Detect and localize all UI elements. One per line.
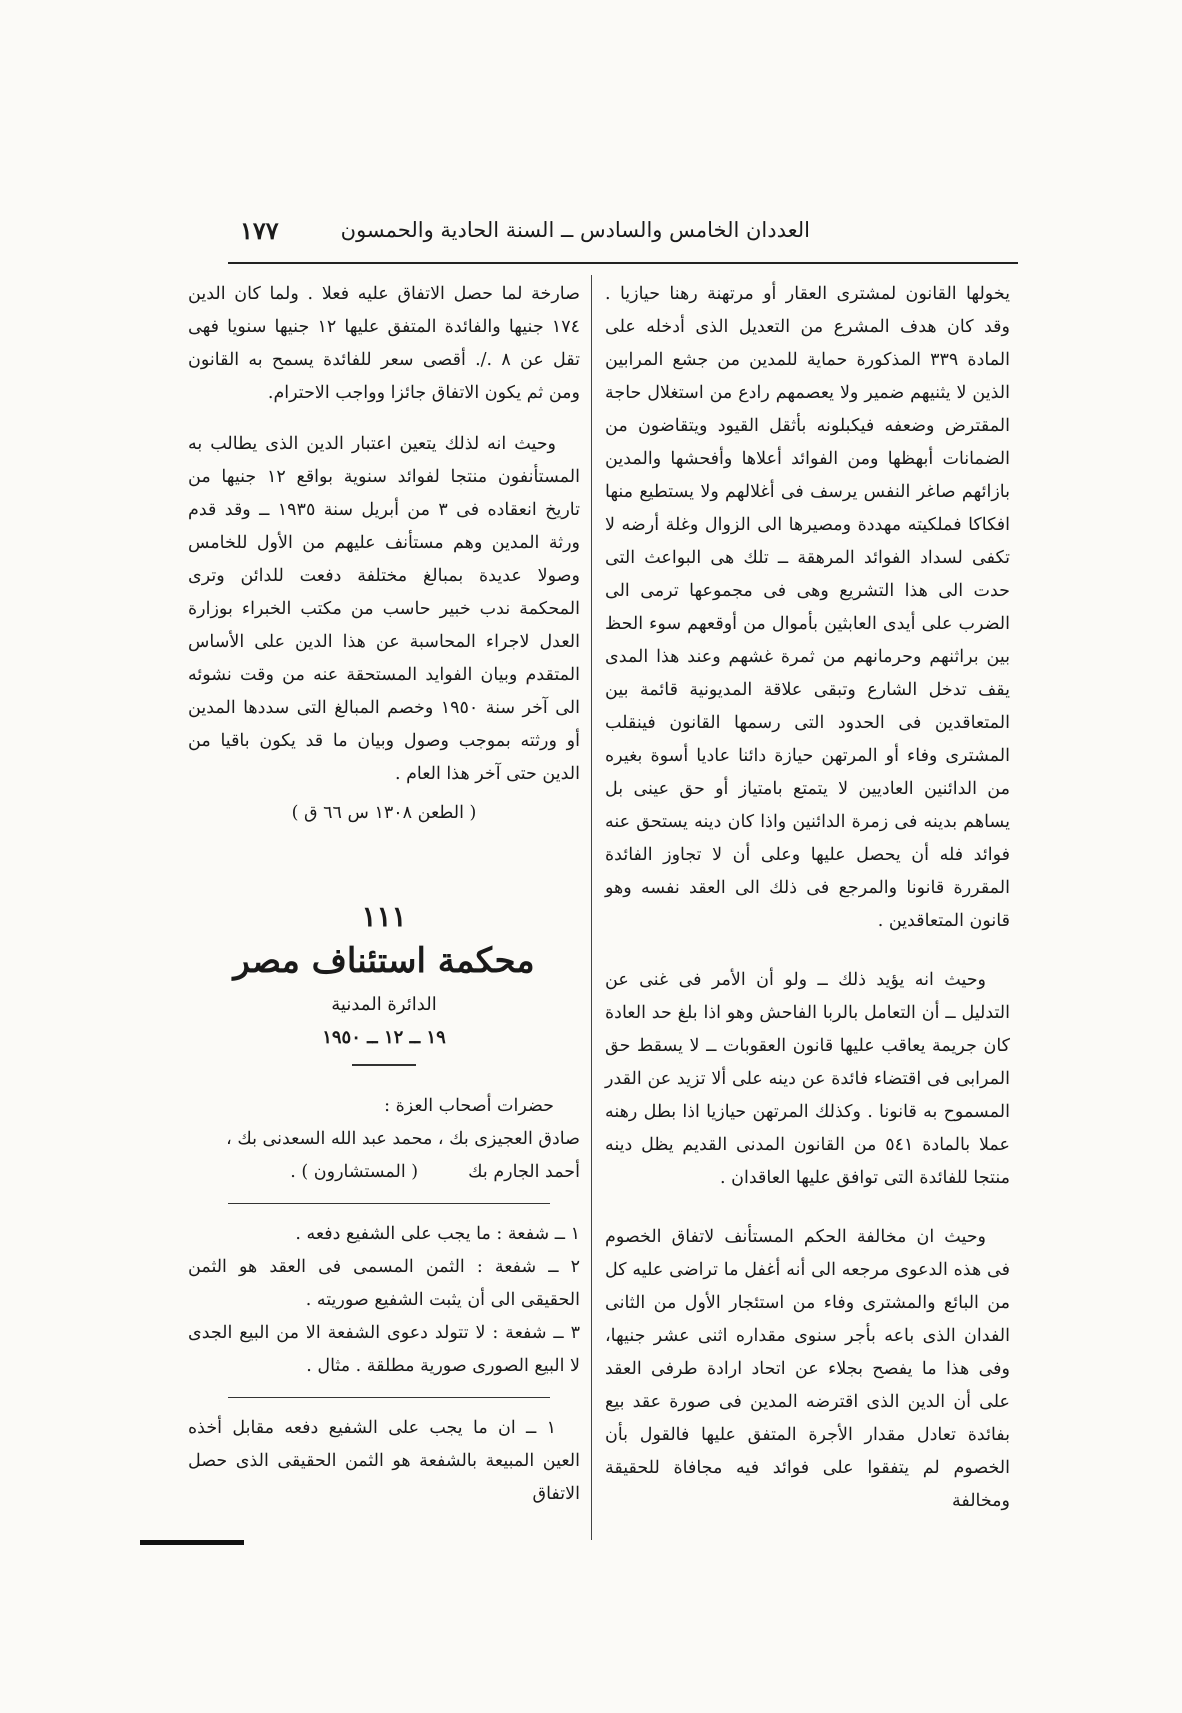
headnotes-rule-top: [228, 1203, 550, 1204]
judges-line-2: أحمد الجارم بك ( المستشارون ) .: [290, 1162, 580, 1182]
right-paragraph-3: وحيث ان مخالفة الحكم المستأنف لاتفاق الخصوم فى هذه الدعوى مرجعه الى أنه أغفل ما تراضى عليه كل من البائع والمشترى وفاء من استئجار الأول من الثانى الفدان الذى باعه بأجر سنوى مقداره اثنى عشر جنيها، وفى هذا ما يفصح بجلاء عن اتحاد ارادة طرفى العقد على أن الدين الذى اقترضه المدين فى صورة عقد بيع بفائدة تعادل مقدار الأجرة المتفق عليها فالقول بأن الخصوم لم يتفقوا على فوائد فيه مجافاة للحقيقة ومخالفة: [605, 1227, 1010, 1511]
headnote-2: ٢ ــ شفعة : الثمن المسمى فى العقد هو الثمن الحقيقى الى أن يثبت الشفيع صوريته .: [188, 1257, 580, 1310]
right-column: [605, 278, 1010, 1518]
headnotes: [188, 1218, 580, 1383]
chamber-name: الدائرة المدنية: [331, 994, 437, 1015]
judges-intro: حضرات أصحاب العزة :: [384, 1096, 554, 1116]
header-rule: [228, 262, 1018, 264]
case-citation: ( الطعن ١٣٠٨ س ٦٦ ق ): [291, 803, 477, 823]
left-column: [188, 278, 580, 1511]
court-name: محكمة استئناف مصر: [233, 941, 535, 981]
judges-line-1: صادق العجيزى بك ، محمد عبد الله السعدنى بك ،: [226, 1129, 580, 1149]
judgment-date: ١٩ ــ ١٢ ــ ١٩٥٠: [322, 1027, 446, 1048]
left-paragraph-2: وحيث انه لذلك يتعين اعتبار الدين الذى يطالب به المستأنفون منتجا لفوائد سنوية بواقع ١٢ جنيها من تاريخ انعقاده فى ٣ من أبريل سنة ١٩٣٥ ــ وقد قدم ورثة المدين وهم مستأنف عليهم من الأول للخامس وصولا عديدة بمبالغ مختلفة دفعت للدائن وترى المحكمة ندب خبير حاسب من مكتب الخبراء بوزارة العدل لاجراء المحاسبة عن هذا الدين على الأساس المتقدم وبيان الفوايد المستحقة عنه من وقت نشوئه الى آخر سنة ١٩٥٠ وخصم المبالغ التى سددها المدين أو ورثته بموجب وصول وبيان ما قد يكون باقيا من الدين حتى آخر هذا العام .: [188, 434, 580, 784]
headnotes-rule-bottom: [228, 1397, 550, 1398]
bottom-rule: [140, 1540, 244, 1545]
date-rule: [352, 1064, 416, 1066]
running-title: العددان الخامس والسادس ــ السنة الحادية والحمسون: [340, 218, 810, 242]
judges-block: [188, 1090, 580, 1189]
page-number: ١٧٧: [240, 215, 279, 245]
headnote-1: ١ ــ شفعة : ما يجب على الشفيع دفعه .: [295, 1224, 580, 1244]
column-divider: [591, 275, 592, 1540]
principle-paragraph: ١ ــ ان ما يجب على الشفيع دفعه مقابل أخذه العين المبيعة بالشفعة هو الثمن الحقيقى الذى حصل الاتفاق: [188, 1418, 580, 1504]
right-paragraph-2: وحيث انه يؤيد ذلك ــ ولو أن الأمر فى غنى عن التدليل ــ أن التعامل بالربا الفاحش وهو اذا بلغ حد العادة كان جريمة يعاقب عليها قانون العقوبات ــ لا يسقط حق المرابى فى اقتضاء فائدة عن دينه على ألا تزيد عن القدر المسموح به قانونا . وكذلك المرتهن حيازيا اذا بطل رهنه عملا بالمادة ٥٤١ من القانون المدنى القديم يظل دينه منتجا للفائدة التى توافق عليها العاقدان .: [605, 970, 1010, 1188]
left-paragraph-1: صارخة لما حصل الاتفاق عليه فعلا . ولما كان الدين ١٧٤ جنيها والفائدة المتفق عليها ١٢ جنيها سنويا فهى تقل عن ٨ ./. أقصى سعر للفائدة يسمح به القانون ومن ثم يكون الاتفاق جائزا وواجب الاحترام.: [188, 284, 580, 403]
page-header: [240, 210, 810, 250]
case-number: ١١١: [361, 900, 407, 933]
headnote-3: ٣ ــ شفعة : لا تتولد دعوى الشفعة الا من البيع الجدى لا البيع الصورى صورية مطلقة . مثال .: [188, 1323, 580, 1376]
right-paragraph-1: يخولها القانون لمشترى العقار أو مرتهنة رهنا حيازيا . وقد كان هدف المشرع من التعديل الذى أدخله على المادة ٣٣٩ المذكورة حماية للمدين من جشع المرابين الذين لا يثنيهم ضمير ولا يعصمهم رادع من استغلال حاجة المقترض وضعفه فيكبلونه بأثقل القيود ويتقاضون من الضمانات أبهظها ومن الفوائد أعلاها وأفحشها والمدين بازائهم صاغر النفس يرسف فى أغلالهم ولا يستطيع منها افكاكا فملكيته مهددة ومصيرها الى الزوال وغلة أرضه لا تكفى لسداد الفوائد المرهقة ــ تلك هى البواعث التى حدت الى هذا التشريع وهى فى مجموعها ترمى الى الضرب على أيدى العابثين بأموال من أوقعهم سوء الحظ بين براثنهم وحرمانهم من ثمرة غشهم وعند هذا المدى يقف تدخل الشارع وتبقى علاقة المديونية قائمة بين المتعاقدين فى الحدود التى رسمها القانون فينقلب المشترى وفاء أو المرتهن حيازة دائنا عاديا أسوة بغيره من الدائنين العاديين لا يتمتع بامتياز أو حق عينى بل يساهم بدينه فى زمرة الدائنين واذا كان دينه يستحق عنه فوائد فله أن يحصل عليها وعلى أن لا تجاوز الفائدة المقررة قانونا والمرجع فى ذلك الى العقد نفسه وهو قانون المتعاقدين .: [605, 284, 1011, 931]
